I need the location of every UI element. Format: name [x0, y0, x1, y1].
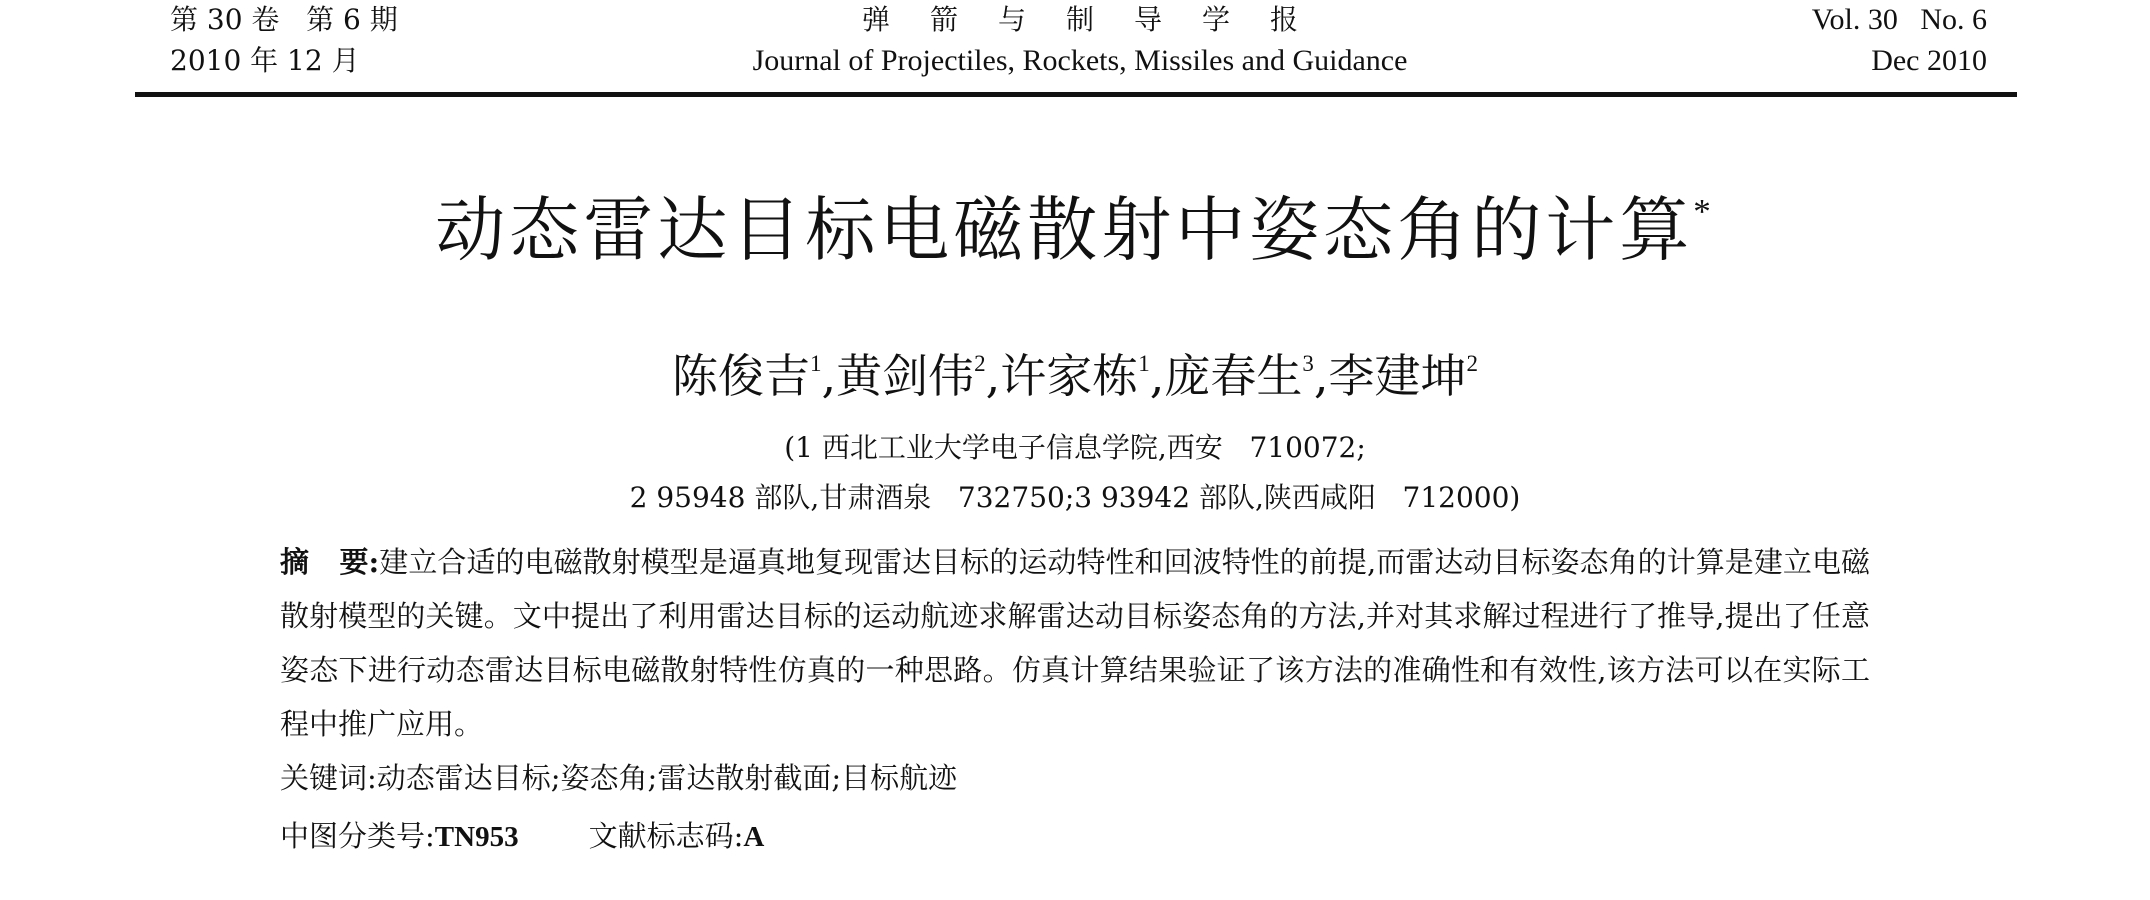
author-name: 许家栋: [1000, 349, 1139, 403]
classification: [280, 816, 764, 857]
publication-date: 2010 年 12 月: [170, 44, 360, 77]
doc-code-value: A: [743, 821, 765, 853]
clc-label: 中图分类号:: [280, 819, 435, 853]
volume-issue: 第 30 卷 第 6 期: [170, 3, 398, 36]
author: [836, 349, 1000, 403]
author-affil-mark: 1: [810, 351, 822, 377]
author-separator: ,: [1313, 349, 1329, 403]
volume-issue-en: Vol. 30 No. 6: [1811, 3, 1987, 36]
author: [672, 349, 836, 403]
affiliation-line-2: 2 95948 部队,甘肃酒泉 732750;3 93942 部队,陕西咸阳 712000): [629, 481, 1521, 514]
title-footnote-mark: *: [1693, 191, 1715, 231]
author-separator: ,: [985, 349, 1001, 403]
abstract-text: 建立合适的电磁散射模型是逼真地复现雷达目标的运动特性和回波特性的前提,而雷达动目标姿态角的计算是建立电磁散射模型的关键。文中提出了利用雷达目标的运动航迹求解雷达动目标姿态角的方法,并对其求解过程进行了推导,提出了任意姿态下进行动态雷达目标电磁散射特性仿真的一种思路。仿真计算结果验证了该方法的准确性和有效性,该方法可以在实际工程中推广应用。: [280, 545, 1870, 741]
author-affil-mark: 2: [1466, 351, 1478, 377]
abstract: [280, 535, 1870, 751]
author-affil-mark: 2: [974, 351, 986, 377]
keywords: [280, 758, 957, 798]
keywords-label: 关键词:: [280, 761, 377, 795]
author-name: 庞春生: [1164, 349, 1303, 403]
author-affil-mark: 3: [1302, 351, 1314, 377]
author: [1000, 349, 1164, 403]
author-name: 陈俊吉: [672, 349, 810, 403]
paper-title-text: 动态雷达目标电磁散射中姿态角的计算: [435, 189, 1694, 271]
journal-name-en: Journal of Projectiles, Rockets, Missiles and Guidance: [752, 44, 1408, 77]
abstract-label: 摘 要:: [280, 545, 380, 579]
doc-code-label: 文献标志码:: [588, 819, 744, 853]
author-affil-mark: 1: [1138, 351, 1150, 377]
keywords-text: 动态雷达目标;姿态角;雷达散射截面;目标航迹: [376, 761, 958, 795]
journal-name-zh: 弹箭与制导学报: [861, 3, 1338, 36]
clc-value: TN953: [434, 821, 519, 853]
affiliation-line-1: (1 西北工业大学电子信息学院,西安 710072;: [784, 431, 1366, 464]
author-separator: ,: [1149, 349, 1165, 403]
author-name: 李建坤: [1328, 349, 1467, 403]
author-list: [0, 348, 2150, 413]
author: [1164, 349, 1328, 403]
author-name: 黄剑伟: [836, 349, 975, 403]
publication-date-en: Dec 2010: [1871, 44, 1987, 77]
author-separator: ,: [821, 349, 837, 403]
author: [1329, 349, 1479, 403]
header-rule: [135, 92, 2017, 97]
paper-title: [0, 188, 2150, 285]
